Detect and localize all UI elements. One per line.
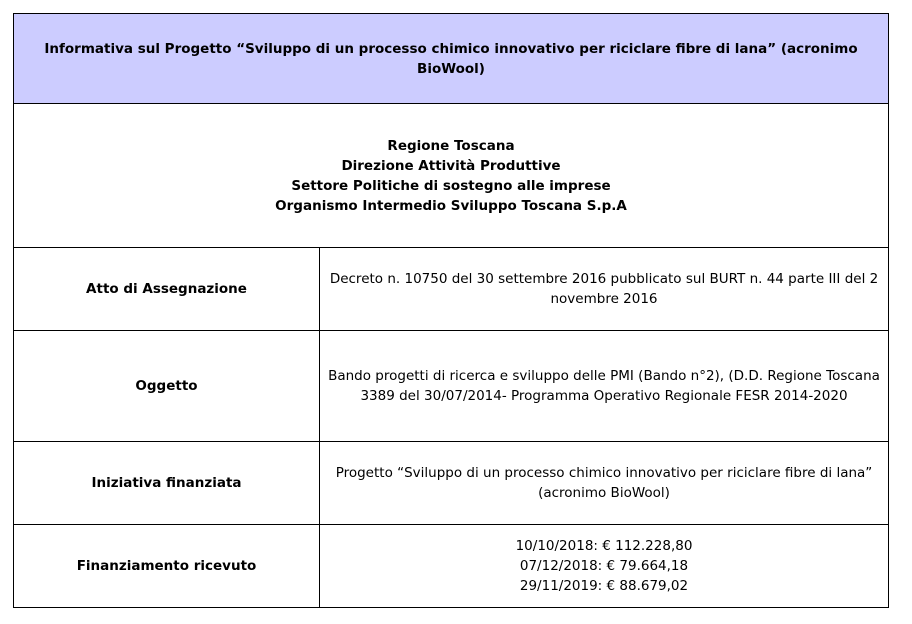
project-title: Informativa sul Progetto “Sviluppo di un processo chimico innovativo per riciclare fibre di lana” (acronimo BioWool) bbox=[14, 14, 889, 104]
organization-intermediate-body: Organismo Intermedio Sviluppo Toscana S.p.A bbox=[275, 197, 627, 214]
table-row bbox=[14, 248, 889, 331]
project-info-table bbox=[13, 13, 889, 608]
table-row bbox=[14, 525, 889, 608]
organization-block bbox=[14, 104, 889, 248]
finanziamento-label: Finanziamento ricevuto bbox=[14, 525, 320, 608]
payment-entry: 07/12/2018: € 79.664,18 bbox=[519, 558, 689, 574]
table-row bbox=[14, 331, 889, 442]
table-row bbox=[14, 442, 889, 525]
organization-region: Regione Toscana bbox=[387, 137, 515, 154]
organization-directorate: Direzione Attività Produttive bbox=[341, 157, 561, 174]
payment-entry: 29/11/2019: € 88.679,02 bbox=[519, 578, 689, 594]
finanziamento-values bbox=[320, 525, 889, 608]
header-row bbox=[14, 14, 889, 104]
atto-value: Decreto n. 10750 del 30 settembre 2016 pubblicato sul BURT n. 44 parte III del 2 novembre 2016 bbox=[320, 248, 889, 331]
oggetto-value: Bando progetti di ricerca e sviluppo delle PMI (Bando n°2), (D.D. Regione Toscana 3389 del 30/07/2014- Programma Operativo Regionale FESR 2014-2020 bbox=[320, 331, 889, 442]
oggetto-label: Oggetto bbox=[14, 331, 320, 442]
organization-sector: Settore Politiche di sostegno alle imprese bbox=[291, 177, 611, 194]
atto-label: Atto di Assegnazione bbox=[14, 248, 320, 331]
iniziativa-label: Iniziativa finanziata bbox=[14, 442, 320, 525]
payment-entry: 10/10/2018: € 112.228,80 bbox=[515, 538, 693, 554]
iniziativa-value: Progetto “Sviluppo di un processo chimico innovativo per riciclare fibre di lana” (acronimo BioWool) bbox=[320, 442, 889, 525]
organization-row bbox=[14, 104, 889, 248]
